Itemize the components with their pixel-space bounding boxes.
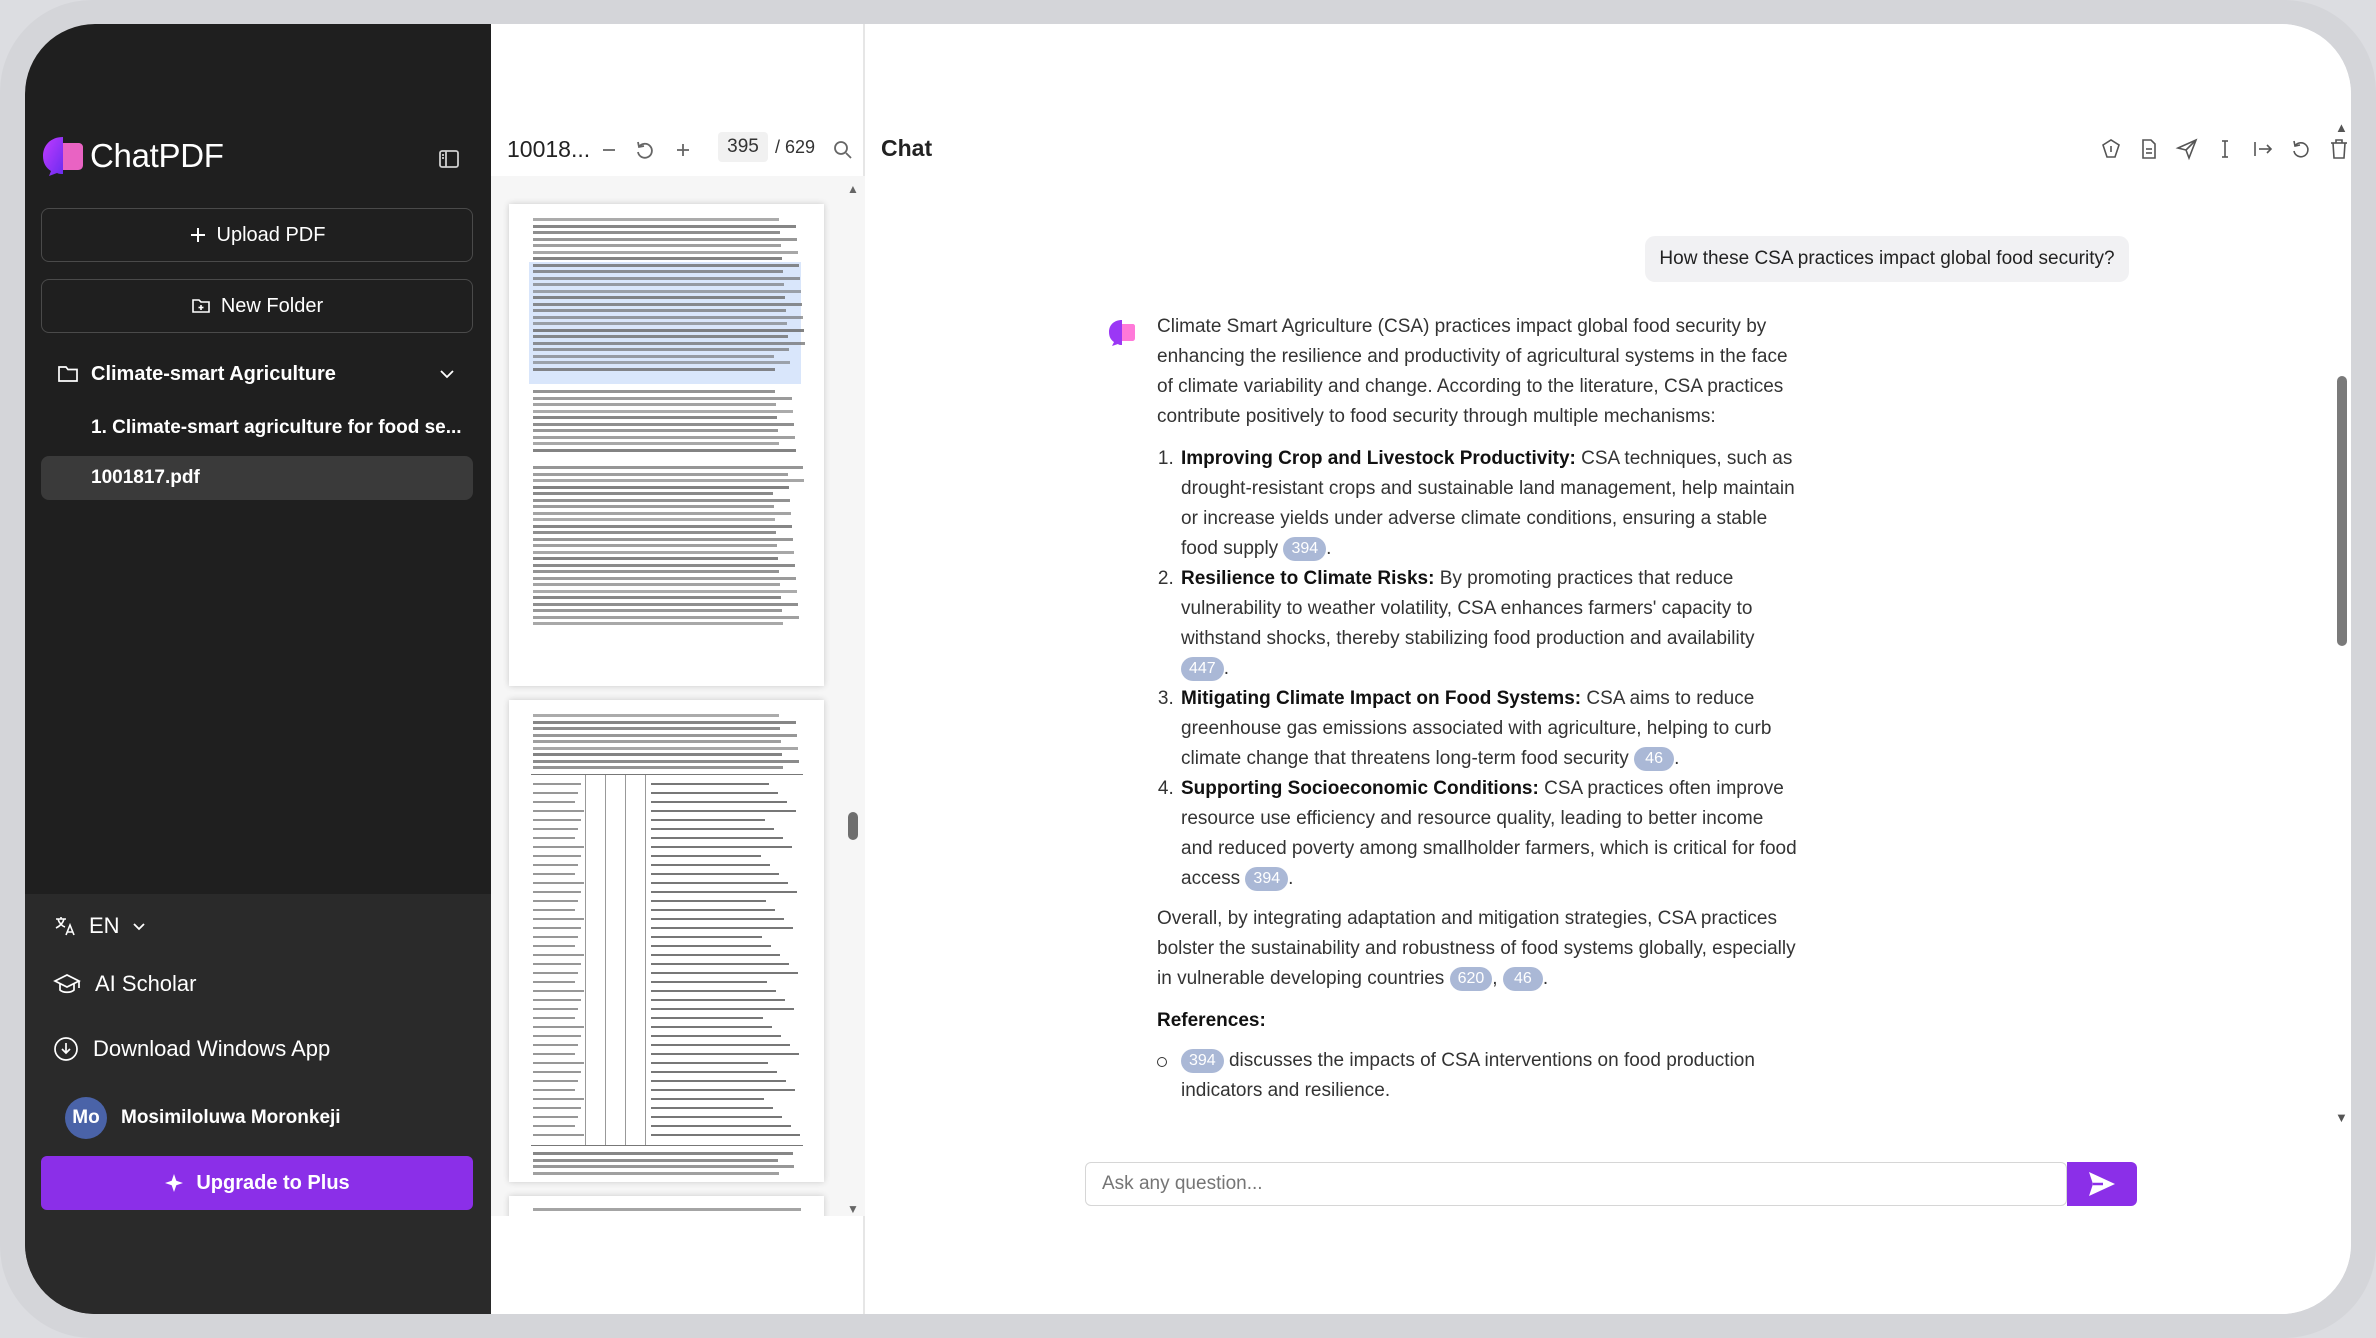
download-label: Download Windows App <box>93 1036 331 1061</box>
table-text-line <box>533 1008 578 1010</box>
pdf-text-line <box>533 1165 794 1168</box>
pdf-text-line <box>533 244 781 247</box>
table-text-line <box>651 1017 763 1019</box>
citation-badge[interactable]: 447 <box>1181 657 1224 681</box>
pdf-text-line <box>533 342 805 345</box>
chevron-down-icon[interactable] <box>439 369 455 379</box>
ai-scholar-label: AI Scholar <box>95 971 197 996</box>
table-text-line <box>651 783 769 785</box>
user-name: Mosimiloluwa Moronkeji <box>121 1107 341 1128</box>
pdf-text-line <box>533 1152 793 1155</box>
table-text-line <box>533 954 584 956</box>
zoom-out-icon[interactable] <box>597 138 621 162</box>
table-text-line <box>651 927 793 929</box>
ai-scholar-link[interactable] <box>53 964 197 1004</box>
pdf-text-line <box>533 1172 779 1175</box>
conclusion-text: Overall, by integrating adaptation and mitigation strategies, CSA practices bolster the sustainability and robustness of food systems globally, especially in vulnerable developing countries <box>1157 908 1796 989</box>
pdf-text-line <box>533 231 780 234</box>
pdf-text-line <box>533 335 788 338</box>
table-text-line <box>651 963 789 965</box>
pdf-text-line <box>533 442 779 445</box>
reference-text: discusses the impacts of CSA interventions on food production indicators and resilience. <box>1181 1050 1755 1101</box>
table-text-line <box>533 837 575 839</box>
table-text-line <box>533 981 575 983</box>
send-icon <box>2087 1170 2117 1198</box>
answer-point <box>1179 774 1797 894</box>
table-text-line <box>651 891 797 893</box>
pdf-text-line <box>533 525 792 528</box>
pdf-text-line <box>533 397 792 400</box>
pdf-text-line <box>533 316 803 319</box>
pdf-text-line <box>533 714 779 717</box>
table-text-line <box>533 945 575 947</box>
pdf-text-line <box>533 449 796 452</box>
table-text-line <box>533 1125 575 1127</box>
citation-badge[interactable]: 394 <box>1181 1049 1224 1073</box>
pdf-text-line <box>533 270 783 273</box>
pdf-text-line <box>533 348 789 351</box>
pdf-text-line <box>533 322 787 325</box>
pdf-text-line <box>533 596 781 599</box>
pdf-text-line <box>533 390 775 393</box>
table-text-line <box>651 945 771 947</box>
user-profile[interactable] <box>65 1097 341 1139</box>
table-text-line <box>533 909 575 911</box>
pdf-text-line <box>533 290 801 293</box>
table-text-line <box>651 855 761 857</box>
citation-badge[interactable]: 46 <box>1503 967 1543 991</box>
pdf-text-line <box>533 257 782 260</box>
pdf-text-line <box>533 499 790 502</box>
point-heading: Improving Crop and Livestock Productivity: <box>1181 448 1576 469</box>
conclusion-end: . <box>1542 968 1549 989</box>
table-text-line <box>651 981 767 983</box>
export-icon[interactable] <box>2251 137 2275 161</box>
table-text-line <box>533 1098 584 1100</box>
point-text: CSA aims to reduce greenhouse gas emissions associated with agriculture, helping to curb climate change that threatens long-term food security <box>1181 688 1772 769</box>
table-text-line <box>533 936 578 938</box>
sidebar-collapse-icon[interactable] <box>437 147 461 171</box>
sidebar <box>25 24 491 1314</box>
sparkle-icon <box>164 1173 184 1193</box>
chat-overflow-mask <box>865 1122 2351 1142</box>
table-text-line <box>533 918 584 920</box>
citation-badge[interactable]: 46 <box>1634 747 1674 771</box>
pdf-text-line <box>533 590 797 593</box>
rotate-icon[interactable] <box>633 138 657 162</box>
answer-point <box>1179 684 1797 774</box>
scroll-down-arrow[interactable]: ▼ <box>2335 1110 2348 1125</box>
table-text-line <box>651 864 770 866</box>
table-text-line <box>651 1080 786 1082</box>
chatpdf-logo-icon <box>41 135 86 177</box>
app-name: ChatPDF <box>90 137 224 174</box>
download-windows-app-link[interactable] <box>53 1029 330 1069</box>
pdf-text-line <box>533 721 796 724</box>
app-logo[interactable] <box>41 135 224 177</box>
document-icon[interactable] <box>2137 137 2161 161</box>
app-window <box>25 24 2351 1314</box>
table-text-line <box>651 1071 777 1073</box>
point-end: . <box>1674 748 1680 769</box>
chatpdf-bot-icon <box>1107 318 1137 348</box>
pdf-text-line <box>533 577 796 580</box>
pdf-text-line <box>533 429 778 432</box>
table-text-line <box>533 1071 581 1073</box>
pdf-text-line <box>533 557 778 560</box>
pdf-text-line <box>533 283 784 286</box>
pdf-text-line <box>533 727 780 730</box>
point-heading: Mitigating Climate Impact on Food Systems: <box>1181 688 1582 709</box>
pdf-text-line <box>533 740 781 743</box>
pdf-text-line <box>533 218 779 221</box>
pdf-text-line <box>533 603 798 606</box>
pdf-text-line <box>533 760 799 763</box>
table-text-line <box>533 1134 584 1136</box>
pdf-text-line <box>533 361 790 364</box>
table-text-line <box>533 1089 575 1091</box>
citation-badge[interactable]: 394 <box>1283 537 1326 561</box>
point-text: CSA practices often improve resource use efficiency and resource quality, leading to better income and reduced poverty among smallholder farmers, which is critical for food access <box>1181 778 1797 889</box>
table-text-line <box>533 972 578 974</box>
table-text-line <box>533 783 581 785</box>
table-text-line <box>651 1107 773 1109</box>
table-text-line <box>651 1026 772 1028</box>
table-text-line <box>651 819 765 821</box>
table-text-line <box>651 1116 782 1118</box>
pdf-page <box>509 700 824 1182</box>
scroll-up-arrow[interactable]: ▲ <box>847 182 859 196</box>
pdf-text-line <box>533 1208 801 1211</box>
table-text-line <box>651 936 762 938</box>
table-text-line <box>651 1098 764 1100</box>
chat-scrollbar[interactable] <box>2337 376 2347 646</box>
pdf-text-line <box>533 296 785 299</box>
table-text-line <box>651 972 798 974</box>
folder-plus-icon <box>191 297 211 315</box>
table-text-line <box>533 1053 575 1055</box>
folder-icon <box>57 364 79 384</box>
pdf-text-line <box>533 355 774 358</box>
table-text-line <box>533 963 581 965</box>
table-text-line <box>651 1053 799 1055</box>
point-text: CSA techniques, such as drought-resistant crops and sustainable land management, help maintain or increase yields under adverse climate conditions, ensuring a stable food supply <box>1181 448 1795 559</box>
citation-badge[interactable]: 620 <box>1450 967 1493 991</box>
page-number-input[interactable]: 395 <box>718 132 768 162</box>
pdf-text-line <box>533 403 776 406</box>
point-heading: Supporting Socioeconomic Conditions: <box>1181 778 1539 799</box>
conclusion-separator: , <box>1492 968 1503 989</box>
pdf-text-line <box>533 479 804 482</box>
page-total: / 629 <box>775 137 816 157</box>
pdf-text-line <box>533 492 773 495</box>
point-text: By promoting practices that reduce vulnerability to weather volatility, CSA enhances farmers' capacity to withstand shocks, thereby stabilizing food production and availability <box>1181 568 1755 649</box>
table-text-line <box>533 891 581 893</box>
table-text-line <box>533 801 575 803</box>
pdf-text-line <box>533 622 783 625</box>
table-text-line <box>651 810 796 812</box>
pdf-page <box>509 1196 824 1216</box>
table-text-line <box>533 810 584 812</box>
pdf-text-line <box>533 747 798 750</box>
table-text-line <box>533 855 581 857</box>
translate-icon <box>53 914 77 938</box>
table-column-line <box>645 775 646 1145</box>
graduation-cap-icon <box>53 972 81 996</box>
table-text-line <box>533 882 584 884</box>
pdf-text-line <box>533 544 777 547</box>
table-text-line <box>651 1044 790 1046</box>
pdf-text-line <box>533 583 780 586</box>
table-text-line <box>533 1062 584 1064</box>
answer-points <box>1179 444 1797 894</box>
chat-panel <box>865 24 2351 1314</box>
table-column-line <box>605 775 606 1145</box>
scroll-up-arrow[interactable]: ▲ <box>2335 120 2348 135</box>
table-column-line <box>625 775 626 1145</box>
clean-icon[interactable] <box>2099 137 2123 161</box>
share-icon[interactable] <box>2175 137 2199 161</box>
pdf-text-line <box>533 570 779 573</box>
new-folder-label: New Folder <box>220 294 324 317</box>
pdf-scrollbar[interactable] <box>848 812 858 840</box>
language-label: EN <box>89 913 120 938</box>
pdf-text-line <box>533 329 804 332</box>
references-heading: References: <box>1157 1010 1266 1031</box>
pdf-text-line <box>533 616 799 619</box>
table-text-line <box>651 900 766 902</box>
pdf-text-line <box>533 225 796 228</box>
table-text-line <box>533 1116 578 1118</box>
table-text-line <box>651 1062 768 1064</box>
pdf-text-line <box>533 551 794 554</box>
pdf-pages[interactable] <box>491 176 865 1216</box>
pdf-text-line <box>533 538 793 541</box>
point-end: . <box>1288 868 1294 889</box>
point-heading: Resilience to Climate Risks: <box>1181 568 1435 589</box>
pdf-text-line <box>533 436 795 439</box>
point-end: . <box>1223 658 1229 679</box>
upload-pdf-label: Upload PDF <box>216 223 326 246</box>
pdf-text-line <box>533 518 775 521</box>
pdf-text-line <box>533 264 799 267</box>
pdf-text-line <box>533 309 786 312</box>
pdf-text-line <box>533 609 782 612</box>
file-item-active[interactable] <box>41 456 473 500</box>
pdf-text-line <box>533 1159 778 1162</box>
answer-point <box>1179 444 1797 564</box>
table-text-line <box>533 846 584 848</box>
point-end: . <box>1326 538 1332 559</box>
references-list <box>1157 1046 1797 1106</box>
table-text-line <box>533 927 581 929</box>
scroll-down-arrow[interactable]: ▼ <box>847 1202 859 1216</box>
pdf-text-line <box>533 303 802 306</box>
folder-climate-smart-agriculture[interactable] <box>41 354 473 394</box>
upgrade-to-plus-button[interactable] <box>41 1156 473 1210</box>
table-text-line <box>533 864 578 866</box>
table-text-line <box>651 882 788 884</box>
reference-item <box>1157 1046 1797 1106</box>
pdf-text-line <box>533 512 791 515</box>
avatar: Mo <box>65 1097 107 1139</box>
pdf-text-line <box>533 531 776 534</box>
trash-icon[interactable] <box>2327 137 2351 161</box>
table-text-line <box>533 990 584 992</box>
pdf-text-line <box>533 410 793 413</box>
table-text-line <box>651 954 780 956</box>
table-text-line <box>533 1017 575 1019</box>
plus-icon <box>189 226 207 244</box>
table-text-line <box>533 1080 578 1082</box>
table-text-line <box>651 828 774 830</box>
pdf-text-line <box>533 766 783 769</box>
pdf-text-line <box>533 368 775 371</box>
file-name: 1. Climate-smart agriculture for food se... <box>91 417 462 438</box>
user-message: How these CSA practices impact global food security? <box>1645 236 2129 282</box>
table-text-line <box>533 873 575 875</box>
pdf-text-line <box>533 416 777 419</box>
table-text-line <box>533 792 578 794</box>
table-text-line <box>533 900 578 902</box>
pdf-text-line <box>533 277 800 280</box>
search-icon[interactable] <box>831 138 855 162</box>
file-item[interactable] <box>41 406 473 450</box>
new-folder-button[interactable] <box>41 279 473 333</box>
pdf-page <box>509 204 824 686</box>
answer-point <box>1179 564 1797 684</box>
pdf-text-line <box>533 466 803 469</box>
answer-intro: Climate Smart Agriculture (CSA) practices impact global food security by enhancing the resilience and productivity of agricultural systems in the face of climate variability and change. According to the literature, CSA practices contribute positively to food security through multiple mechanisms: <box>1157 316 1788 427</box>
table-text-line <box>533 999 581 1001</box>
table-text-line <box>651 1125 791 1127</box>
pdf-text-line <box>533 734 797 737</box>
send-button[interactable] <box>2067 1162 2137 1206</box>
table-text-line <box>533 828 578 830</box>
table-text-line <box>651 1089 795 1091</box>
pdf-viewer <box>491 24 865 1314</box>
table-text-line <box>651 873 779 875</box>
language-selector[interactable] <box>53 908 146 944</box>
folder-name: Climate-smart Agriculture <box>91 362 336 385</box>
text-cursor-icon[interactable] <box>2213 137 2237 161</box>
pdf-text-line <box>533 423 794 426</box>
upload-pdf-button[interactable] <box>41 208 473 262</box>
table-text-line <box>651 1035 781 1037</box>
table-text-line <box>651 1134 800 1136</box>
zoom-in-icon[interactable] <box>671 138 695 162</box>
pdf-text-line <box>533 473 788 476</box>
pdf-text-line <box>533 505 774 508</box>
download-icon <box>53 1036 79 1062</box>
table-text-line <box>651 846 792 848</box>
table-text-line <box>533 1107 581 1109</box>
table-text-line <box>533 819 581 821</box>
pdf-text-line <box>533 251 798 254</box>
pdf-text-line <box>533 564 795 567</box>
pdf-text-line <box>533 238 797 241</box>
upgrade-label: Upgrade to Plus <box>196 1171 350 1194</box>
assistant-message <box>1157 312 1797 1106</box>
table-text-line <box>651 990 776 992</box>
chat-input[interactable] <box>1085 1162 2067 1206</box>
chevron-down-icon <box>132 922 146 931</box>
chat-title: Chat <box>881 135 933 161</box>
table-text-line <box>533 1026 584 1028</box>
citation-badge[interactable]: 394 <box>1245 867 1288 891</box>
table-text-line <box>651 837 783 839</box>
table-text-line <box>651 801 787 803</box>
pdf-text-line <box>533 753 782 756</box>
pdf-file-name: 10018... <box>507 136 591 162</box>
file-name: 1001817.pdf <box>91 467 200 488</box>
table-text-line <box>651 918 784 920</box>
pdf-table <box>531 774 803 1146</box>
table-column-line <box>585 775 586 1145</box>
table-text-line <box>651 792 778 794</box>
reset-icon[interactable] <box>2289 137 2313 161</box>
table-text-line <box>651 909 775 911</box>
table-text-line <box>651 999 785 1001</box>
answer-conclusion <box>1157 904 1797 994</box>
table-text-line <box>651 1008 794 1010</box>
table-text-line <box>533 1035 581 1037</box>
table-text-line <box>533 1044 578 1046</box>
pdf-text-line <box>533 486 789 489</box>
